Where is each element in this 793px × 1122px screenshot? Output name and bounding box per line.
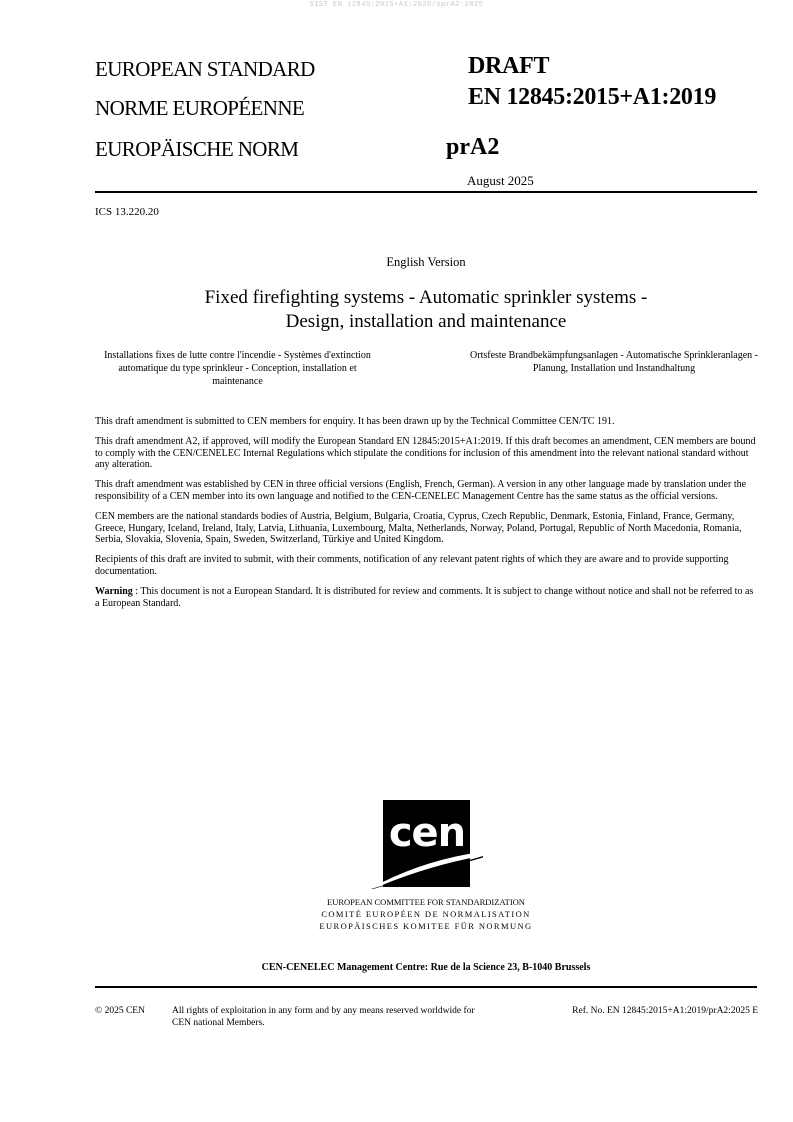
warning-paragraph	[95, 586, 757, 609]
paragraph-enquiry: This draft amendment is submitted to CEN members for enquiry. It has been drawn up by the Technical Committee CEN/TC 191.	[95, 416, 615, 427]
paragraph-members: CEN members are the national standards bodies of Austria, Belgium, Bulgaria, Croatia, Cyprus, Czech Republic, Denmark, Estonia, Finland, France, Germany, Greece, Hungary, Iceland, Ireland, Italy, Latvia, Lithuania, Luxembourg, Malta, Netherlands, Norway, Poland, Portugal, Republic of North Macedonia, Romania, Serbia, Slovakia, Slovenia, Spain, Sweden, Switzerland, Türkiye and United Kingdom.	[95, 511, 742, 546]
version-label: English Version	[386, 255, 466, 269]
management-centre-address: CEN-CENELEC Management Centre: Rue de la Science 23, B-1040 Brussels	[261, 962, 591, 973]
header-rule	[95, 191, 757, 193]
german-title: Ortsfeste Brandbekämpfungsanlagen - Automatische Sprinkleranlagen - Planung, Installation und Instandhaltung	[470, 350, 758, 374]
title-line-1: Fixed firefighting systems - Automatic sprinkler systems -	[204, 287, 648, 308]
standard-label-german: EUROPÄISCHE NORM	[95, 137, 299, 161]
document-body	[95, 416, 757, 618]
committee-name-german: EUROPÄISCHES KOMITEE FÜR NORMUNG	[319, 921, 533, 931]
publication-date: August 2025	[467, 173, 534, 188]
warning-text: : This document is not a European Standard. It is distributed for review and comments. It is subject to change without notice and shall not be referred to as a European Standard.	[95, 586, 754, 609]
draft-label: DRAFT	[468, 53, 550, 79]
footer-copyright: © 2025 CEN	[95, 1006, 145, 1016]
title-line-2: Design, installation and maintenance	[285, 311, 567, 332]
paragraph-patents: Recipients of this draft are invited to submit, with their comments, notification of any relevant patent rights of which they are aware and to provide supporting documentation.	[95, 554, 729, 577]
standard-number: EN 12845:2015+A1:2019	[468, 84, 717, 110]
document-watermark: SIST EN 12845:2015+A1:2020/oprA2:2025	[309, 1, 484, 9]
french-title: Installations fixes de lutte contre l'incendie - Systèmes d'extinction automatique du type sprinkleur - Conception, installation et maintenance	[104, 350, 371, 387]
paragraph-amendment: This draft amendment A2, if approved, will modify the European Standard EN 12845:2015+A1:2019. If this draft becomes an amendment, CEN members are bound to comply with the CEN/CENELEC Internal Regulations which stipulate the conditions for inclusion of this amendment into the relevant national standard without any alteration.	[95, 436, 756, 471]
footer-reference: Ref. No. EN 12845:2015+A1:2019/prA2:2025 E	[572, 1006, 758, 1016]
committee-name-french: COMITÉ EUROPÉEN DE NORMALISATION	[321, 909, 531, 919]
ics-code: ICS 13.220.20	[95, 206, 159, 218]
committee-names	[95, 896, 757, 932]
warning-label: Warning	[95, 586, 133, 598]
amendment-label: prA2	[446, 134, 500, 160]
footer-rule	[95, 986, 757, 988]
standard-label-french: NORME EUROPÉENNE	[95, 96, 305, 120]
footer-rights: All rights of exploitation in any form and by any means reserved worldwide for CEN national Members.	[172, 1006, 475, 1028]
cen-logo	[371, 800, 483, 890]
paragraph-versions: This draft amendment was established by CEN in three official versions (English, French, German). A version in any other language made by translation under the responsibility of a CEN member into its own language and notified to the CEN-CENELEC Management Centre has the same status as the official versions.	[95, 479, 747, 502]
document-title	[95, 286, 757, 334]
committee-name-english: EUROPEAN COMMITTEE FOR STANDARDIZATION	[327, 897, 525, 907]
standard-label-english: EUROPEAN STANDARD	[95, 57, 315, 81]
cen-logo-text: cen	[388, 810, 466, 856]
